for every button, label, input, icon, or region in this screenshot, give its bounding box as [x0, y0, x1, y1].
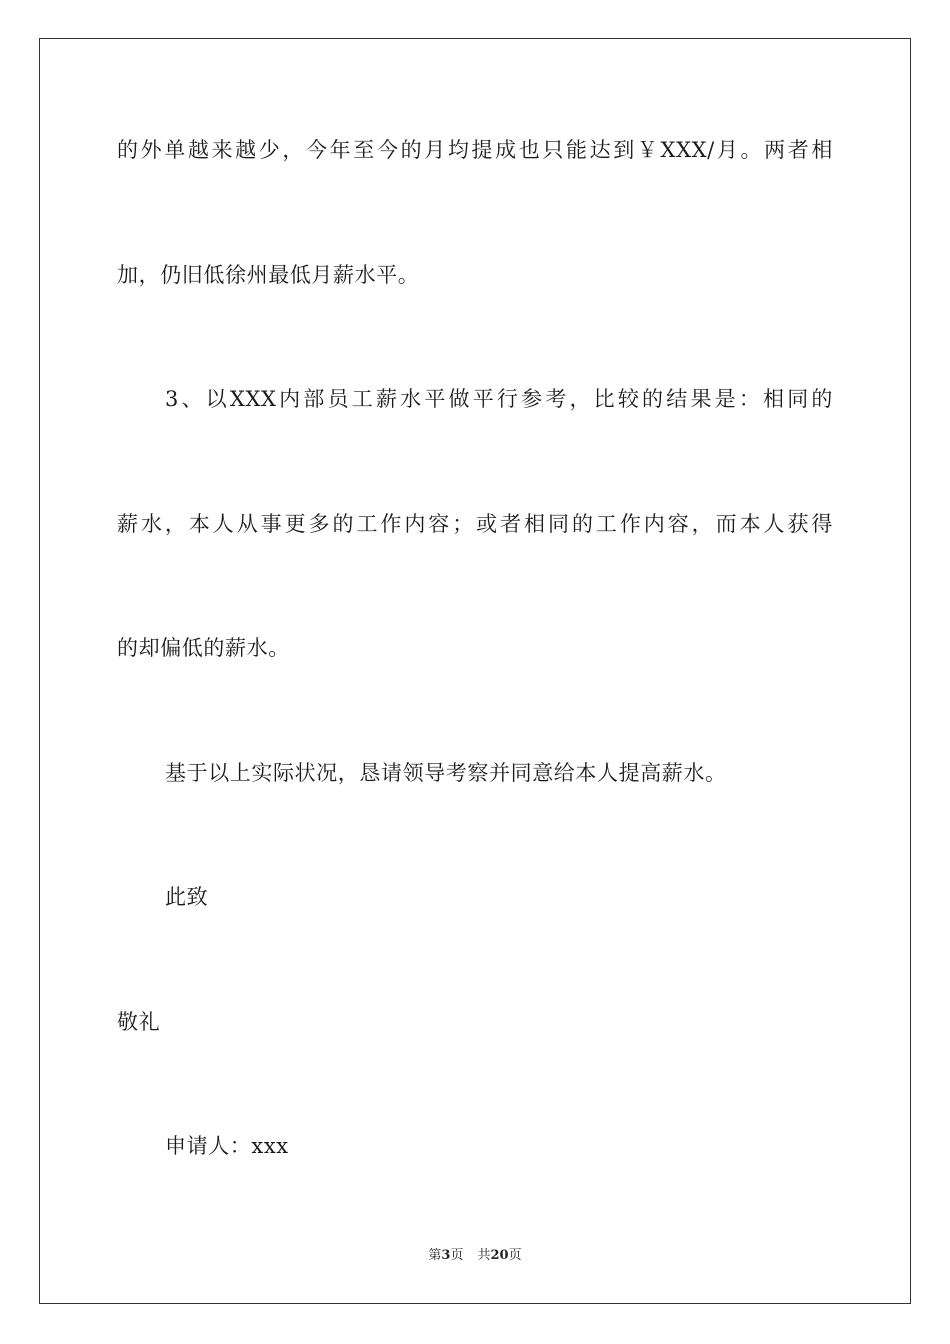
footer-page-suffix: 页	[450, 1248, 464, 1263]
footer-total-prefix: 共	[477, 1248, 491, 1263]
body-line-3: 3、以XXX内部员工薪水平做平行参考，比较的结果是：相同的	[165, 387, 833, 411]
body-line-1: 的外单越来越少，今年至今的月均提成也只能达到￥XXX/月。两者相	[117, 138, 833, 162]
footer-total-suffix: 页	[508, 1248, 522, 1263]
closing-salutation: 此致	[165, 885, 209, 909]
applicant-signature: 申请人：xxx	[165, 1134, 289, 1158]
page-border	[39, 38, 911, 1304]
body-line-4: 薪水，本人从事更多的工作内容；或者相同的工作内容，而本人获得	[117, 512, 833, 536]
footer-page-prefix: 第	[428, 1248, 442, 1263]
closing-regards: 敬礼	[117, 1010, 161, 1034]
request-paragraph: 基于以上实际状况，恳请领导考察并同意给本人提高薪水。	[165, 761, 727, 785]
footer-total-number: 20	[490, 1248, 509, 1263]
page-footer	[0, 1247, 950, 1265]
body-line-5: 的却偏低的薪水。	[117, 636, 290, 660]
footer-page-number: 3	[441, 1248, 451, 1263]
body-line-2: 加，仍旧低徐州最低月薪水平。	[117, 263, 420, 287]
